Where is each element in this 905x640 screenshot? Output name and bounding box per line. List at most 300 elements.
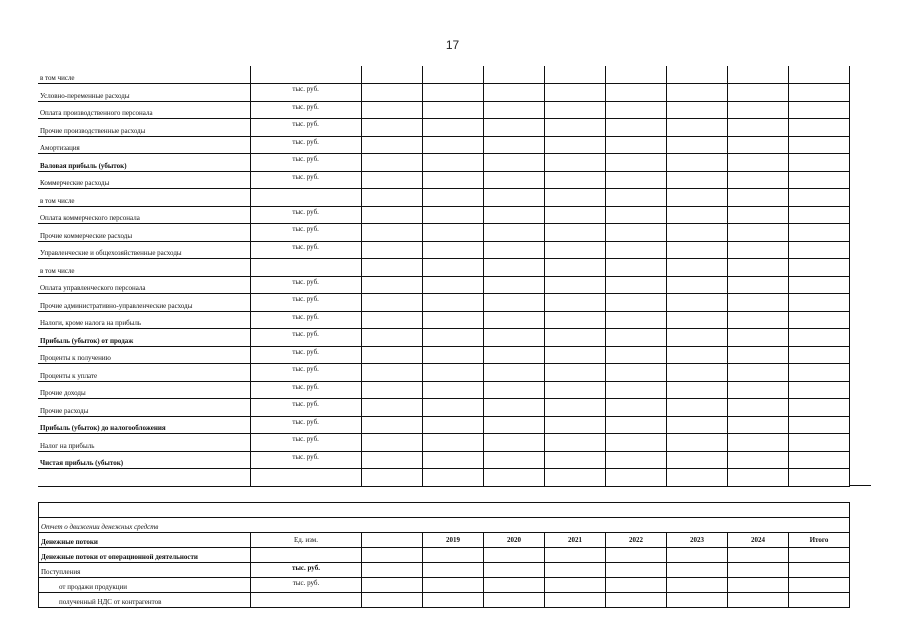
row-label: в том числе [38, 189, 250, 207]
value-cell [666, 364, 727, 382]
value-cell [423, 593, 484, 608]
value-cell [483, 416, 544, 434]
table-row [38, 469, 850, 487]
value-cell [361, 119, 422, 137]
row-label: Прочие доходы [38, 381, 250, 399]
value-cell [544, 434, 605, 452]
value-cell [422, 119, 483, 137]
value-cell [788, 66, 849, 84]
value-cell [423, 548, 484, 563]
header-total: Итого [789, 533, 850, 548]
row-unit: тыс. руб. [250, 154, 361, 172]
row-label: в том числе [38, 259, 250, 277]
row-unit: тыс. руб. [251, 563, 362, 578]
value-cell [727, 224, 788, 242]
value-cell [666, 346, 727, 364]
value-cell [727, 469, 788, 487]
row-unit: тыс. руб. [250, 329, 361, 347]
value-cell [727, 136, 788, 154]
value-cell [544, 101, 605, 119]
value-cell [666, 119, 727, 137]
table-row [38, 451, 850, 469]
table-row [39, 503, 850, 518]
value-cell [483, 381, 544, 399]
value-cell [483, 154, 544, 172]
value-cell [788, 399, 849, 417]
value-cell [544, 346, 605, 364]
value-cell [727, 101, 788, 119]
value-cell [727, 241, 788, 259]
value-cell [544, 136, 605, 154]
value-cell [727, 329, 788, 347]
row-unit [251, 593, 362, 608]
value-cell [544, 364, 605, 382]
value-cell [422, 189, 483, 207]
table-row [38, 416, 850, 434]
value-cell [727, 381, 788, 399]
table-row [38, 399, 850, 417]
value-cell [728, 548, 789, 563]
table-row [38, 206, 850, 224]
value-cell [788, 311, 849, 329]
value-cell [362, 563, 423, 578]
value-cell [789, 578, 850, 593]
table-row [38, 101, 850, 119]
table-row [39, 578, 850, 593]
table-row [38, 66, 850, 84]
value-cell [605, 434, 666, 452]
table-row [38, 171, 850, 189]
value-cell [605, 311, 666, 329]
value-cell [483, 101, 544, 119]
value-cell [605, 381, 666, 399]
value-cell [727, 119, 788, 137]
header-year: 2023 [667, 533, 728, 548]
value-cell [788, 154, 849, 172]
value-cell [483, 294, 544, 312]
value-cell [606, 563, 667, 578]
value-cell [422, 311, 483, 329]
value-cell [666, 136, 727, 154]
value-cell [484, 593, 545, 608]
value-cell [544, 469, 605, 487]
value-cell [727, 416, 788, 434]
value-cell [666, 381, 727, 399]
value-cell [544, 381, 605, 399]
value-cell [361, 294, 422, 312]
value-cell [788, 241, 849, 259]
value-cell [788, 119, 849, 137]
value-cell [788, 469, 849, 487]
header-unit: Ед. изм. [251, 533, 362, 548]
table-row [38, 276, 850, 294]
table-header-row [39, 533, 850, 548]
value-cell [727, 171, 788, 189]
value-cell [422, 399, 483, 417]
row-label: Прибыль (убыток) до налогообложения [38, 416, 250, 434]
value-cell [361, 451, 422, 469]
value-cell [728, 563, 789, 578]
value-cell [422, 346, 483, 364]
value-cell [422, 136, 483, 154]
table-row [38, 84, 850, 102]
value-cell [422, 206, 483, 224]
table-row [38, 136, 850, 154]
row-unit [251, 548, 362, 563]
value-cell [361, 224, 422, 242]
value-cell [362, 578, 423, 593]
value-cell [422, 101, 483, 119]
row-unit [250, 66, 361, 84]
value-cell [483, 66, 544, 84]
header-year: 2020 [484, 533, 545, 548]
value-cell [422, 66, 483, 84]
row-unit [250, 259, 361, 277]
value-cell [362, 548, 423, 563]
value-cell [605, 469, 666, 487]
value-cell [484, 563, 545, 578]
income-statement-table [38, 66, 850, 487]
value-cell [667, 548, 728, 563]
row-unit: тыс. руб. [250, 311, 361, 329]
value-cell [788, 416, 849, 434]
value-cell [788, 276, 849, 294]
value-cell [666, 329, 727, 347]
value-cell [361, 311, 422, 329]
value-cell [544, 171, 605, 189]
value-cell [605, 224, 666, 242]
row-label: Условно-переменные расходы [38, 84, 250, 102]
value-cell [422, 469, 483, 487]
row-label: Амортизация [38, 136, 250, 154]
value-cell [361, 416, 422, 434]
value-cell [544, 451, 605, 469]
value-cell [361, 346, 422, 364]
row-unit: тыс. руб. [250, 364, 361, 382]
value-cell [605, 276, 666, 294]
value-cell [361, 154, 422, 172]
row-label: в том числе [38, 66, 250, 84]
value-cell [544, 416, 605, 434]
value-cell [605, 206, 666, 224]
value-cell [361, 101, 422, 119]
value-cell [728, 593, 789, 608]
value-cell [422, 416, 483, 434]
table-row [38, 434, 850, 452]
value-cell [361, 469, 422, 487]
row-label: Налог на прибыль [38, 434, 250, 452]
table-row [38, 241, 850, 259]
value-cell [788, 136, 849, 154]
row-label: Прочие производственные расходы [38, 119, 250, 137]
value-cell [545, 578, 606, 593]
value-cell [666, 84, 727, 102]
value-cell [605, 84, 666, 102]
value-cell [788, 381, 849, 399]
value-cell [606, 578, 667, 593]
table-row [38, 189, 850, 207]
value-cell [727, 451, 788, 469]
value-cell [361, 434, 422, 452]
value-cell [605, 294, 666, 312]
value-cell [727, 154, 788, 172]
value-cell [422, 84, 483, 102]
value-cell [727, 399, 788, 417]
value-cell [788, 259, 849, 277]
row-label: Управленческие и общехозяйственные расходы [38, 241, 250, 259]
value-cell [727, 206, 788, 224]
value-cell [544, 241, 605, 259]
row-unit: тыс. руб. [250, 171, 361, 189]
row-unit: тыс. руб. [250, 381, 361, 399]
header-label: Денежные потоки [39, 533, 251, 548]
value-cell [422, 241, 483, 259]
value-cell [727, 84, 788, 102]
value-cell [789, 548, 850, 563]
value-cell [483, 329, 544, 347]
value-cell [605, 416, 666, 434]
value-cell [789, 593, 850, 608]
row-unit: тыс. руб. [250, 451, 361, 469]
value-cell [727, 434, 788, 452]
value-cell [727, 276, 788, 294]
value-cell [667, 593, 728, 608]
value-cell [483, 434, 544, 452]
value-cell [361, 171, 422, 189]
row-unit: тыс. руб. [250, 84, 361, 102]
value-cell [422, 381, 483, 399]
row-label: Прибыль (убыток) от продаж [38, 329, 250, 347]
value-cell [727, 364, 788, 382]
value-cell [422, 294, 483, 312]
value-cell [362, 593, 423, 608]
value-cell [789, 563, 850, 578]
value-cell [666, 294, 727, 312]
value-cell [544, 399, 605, 417]
value-cell [666, 311, 727, 329]
value-cell [727, 294, 788, 312]
value-cell [788, 346, 849, 364]
value-cell [605, 329, 666, 347]
value-cell [484, 548, 545, 563]
table-row [38, 224, 850, 242]
value-cell [483, 399, 544, 417]
row-label: Чистая прибыль (убыток) [38, 451, 250, 469]
value-cell [666, 469, 727, 487]
value-cell [606, 548, 667, 563]
value-cell [788, 84, 849, 102]
row-unit: тыс. руб. [250, 119, 361, 137]
value-cell [727, 346, 788, 364]
row-unit: тыс. руб. [250, 294, 361, 312]
header-year: 2021 [545, 533, 606, 548]
value-cell [605, 241, 666, 259]
value-cell [483, 224, 544, 242]
row-label: Прочие административно-управленческие расходы [38, 294, 250, 312]
table-row [38, 259, 850, 277]
value-cell [422, 154, 483, 172]
row-label: от продажи продукции [39, 578, 251, 593]
table-row [38, 329, 850, 347]
row-label: Оплата управленческого персонала [38, 276, 250, 294]
value-cell [788, 224, 849, 242]
value-cell [422, 364, 483, 382]
table-row [38, 346, 850, 364]
value-cell [483, 119, 544, 137]
value-cell [544, 311, 605, 329]
cash-flow-table [38, 502, 850, 608]
table-row [38, 364, 850, 382]
value-cell [544, 84, 605, 102]
page-number: 17 [445, 38, 460, 52]
value-cell [605, 154, 666, 172]
value-cell [361, 259, 422, 277]
value-cell [666, 171, 727, 189]
value-cell [545, 563, 606, 578]
table-row [39, 563, 850, 578]
value-cell [544, 224, 605, 242]
value-cell [361, 66, 422, 84]
value-cell [483, 171, 544, 189]
row-label: Валовая прибыль (убыток) [38, 154, 250, 172]
value-cell [483, 241, 544, 259]
row-unit: тыс. руб. [250, 434, 361, 452]
row-unit: тыс. руб. [250, 416, 361, 434]
value-cell [666, 241, 727, 259]
value-cell [361, 189, 422, 207]
row-label: Коммерческие расходы [38, 171, 250, 189]
value-cell [667, 563, 728, 578]
table-edge-line [849, 485, 871, 486]
value-cell [422, 451, 483, 469]
value-cell [483, 206, 544, 224]
value-cell [727, 189, 788, 207]
row-unit: тыс. руб. [250, 136, 361, 154]
row-unit: тыс. руб. [250, 224, 361, 242]
value-cell [483, 364, 544, 382]
value-cell [361, 136, 422, 154]
value-cell [422, 259, 483, 277]
value-cell [727, 66, 788, 84]
value-cell [361, 399, 422, 417]
value-cell [361, 364, 422, 382]
value-cell [422, 171, 483, 189]
value-cell [423, 578, 484, 593]
row-unit: тыс. руб. [251, 578, 362, 593]
value-cell [666, 206, 727, 224]
row-label [38, 469, 250, 487]
row-label: Проценты к получению [38, 346, 250, 364]
value-cell [544, 259, 605, 277]
value-cell [667, 578, 728, 593]
row-unit [250, 469, 361, 487]
value-cell [545, 548, 606, 563]
value-cell [666, 416, 727, 434]
row-unit: тыс. руб. [250, 241, 361, 259]
value-cell [483, 136, 544, 154]
value-cell [544, 119, 605, 137]
row-unit: тыс. руб. [250, 346, 361, 364]
value-cell [788, 206, 849, 224]
value-cell [727, 311, 788, 329]
row-label: Проценты к уплате [38, 364, 250, 382]
cash-flow-title: Отчет о движении денежных средств [39, 518, 850, 533]
value-cell [361, 329, 422, 347]
row-unit: тыс. руб. [250, 101, 361, 119]
table-title-row [39, 518, 850, 533]
row-unit: тыс. руб. [250, 276, 361, 294]
value-cell [605, 259, 666, 277]
value-cell [544, 294, 605, 312]
value-cell [483, 276, 544, 294]
value-cell [728, 578, 789, 593]
value-cell [666, 434, 727, 452]
header-year: 2022 [606, 533, 667, 548]
row-label: Поступления [39, 563, 251, 578]
value-cell [605, 346, 666, 364]
row-label: полученный НДС от контрагентов [39, 593, 251, 608]
value-cell [422, 329, 483, 347]
header-year: 2024 [728, 533, 789, 548]
value-cell [361, 276, 422, 294]
value-cell [666, 451, 727, 469]
value-cell [483, 189, 544, 207]
value-cell [606, 593, 667, 608]
row-label: Денежные потоки от операционной деятельности [39, 548, 251, 563]
row-label: Прочие расходы [38, 399, 250, 417]
value-cell [605, 364, 666, 382]
value-cell [605, 66, 666, 84]
value-cell [483, 451, 544, 469]
value-cell [483, 84, 544, 102]
value-cell [483, 469, 544, 487]
value-cell [666, 154, 727, 172]
value-cell [605, 451, 666, 469]
value-cell [361, 241, 422, 259]
table-row [39, 593, 850, 608]
table-row [38, 381, 850, 399]
value-cell [788, 434, 849, 452]
value-cell [788, 364, 849, 382]
value-cell [544, 189, 605, 207]
value-cell [605, 171, 666, 189]
value-cell [544, 329, 605, 347]
value-cell [422, 276, 483, 294]
row-label: Оплата коммерческого персонала [38, 206, 250, 224]
value-cell [484, 578, 545, 593]
value-cell [361, 84, 422, 102]
value-cell [788, 189, 849, 207]
value-cell [666, 224, 727, 242]
value-cell [544, 276, 605, 294]
table-row [38, 294, 850, 312]
value-cell [788, 171, 849, 189]
value-cell [788, 451, 849, 469]
header-year: 2019 [423, 533, 484, 548]
value-cell [666, 259, 727, 277]
table-row [38, 154, 850, 172]
table-row [39, 548, 850, 563]
row-unit [250, 189, 361, 207]
value-cell [361, 206, 422, 224]
value-cell [605, 189, 666, 207]
value-cell [788, 329, 849, 347]
row-label: Оплата производственного персонала [38, 101, 250, 119]
value-cell [727, 259, 788, 277]
value-cell [605, 101, 666, 119]
value-cell [666, 399, 727, 417]
table-row [38, 119, 850, 137]
